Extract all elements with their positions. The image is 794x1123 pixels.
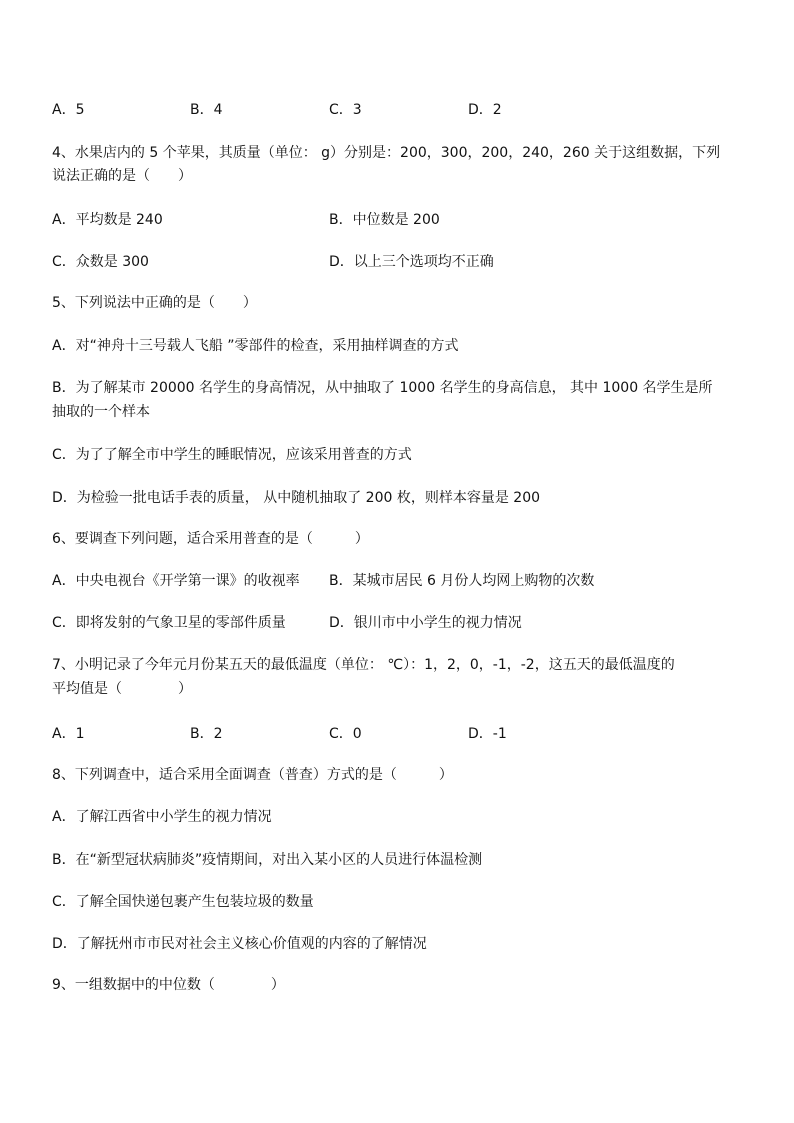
q5-option-b-line2[interactable]: 抽取的一个样本 (52, 404, 150, 420)
q7-option-b[interactable]: B．2 (190, 726, 223, 742)
q8-option-b[interactable]: B．在“新型冠状病肺炎”疫情期间，对出入某小区的人员进行体温检测 (52, 852, 483, 868)
q6-option-c[interactable]: C．即将发射的气象卫星的零部件质量 (52, 615, 286, 631)
q4-option-d[interactable]: D．以上三个选项均不正确 (329, 254, 494, 270)
q4-option-a[interactable]: A．平均数是 240 (52, 212, 163, 228)
q3-option-d[interactable]: D．2 (468, 102, 502, 118)
q4-stem-line1: 4、水果店内的 5 个苹果，其质量（单位： g）分别是：200，300，200，240，260 关于这组数据，下列 (52, 145, 721, 161)
q4-option-b[interactable]: B．中位数是 200 (329, 212, 440, 228)
q6-stem: 6、要调查下列问题，适合采用普查的是（ ） (52, 531, 369, 547)
q3-option-b[interactable]: B．4 (190, 102, 223, 118)
q8-option-d[interactable]: D．了解抚州市市民对社会主义核心价值观的内容的了解情况 (52, 936, 427, 952)
q7-stem-line2: 平均值是（ ） (52, 681, 192, 697)
q4-option-c[interactable]: C．众数是 300 (52, 254, 149, 270)
q7-option-a[interactable]: A．1 (52, 726, 85, 742)
q8-option-a[interactable]: A．了解江西省中小学生的视力情况 (52, 809, 272, 825)
q5-option-a[interactable]: A．对“神舟十三号载人飞船 ”零部件的检查，采用抽样调查的方式 (52, 338, 459, 354)
q6-option-b[interactable]: B．某城市居民 6 月份人均网上购物的次数 (329, 573, 595, 589)
q5-stem: 5、下列说法中正确的是（ ） (52, 295, 257, 311)
q3-option-a[interactable]: A．5 (52, 102, 85, 118)
q3-option-c[interactable]: C．3 (329, 102, 362, 118)
q6-option-d[interactable]: D．银川市中小学生的视力情况 (329, 615, 522, 631)
q7-option-d[interactable]: D．-1 (468, 726, 507, 742)
q7-option-c[interactable]: C．0 (329, 726, 362, 742)
q6-option-a[interactable]: A．中央电视台《开学第一课》的收视率 (52, 573, 300, 589)
q8-option-c[interactable]: C．了解全国快递包裹产生包装垃圾的数量 (52, 894, 314, 910)
q5-option-d[interactable]: D．为检验一批电话手表的质量， 从中随机抽取了 200 枚，则样本容量是 200 (52, 490, 541, 506)
q8-stem: 8、下列调查中，适合采用全面调查（普查）方式的是（ ） (52, 767, 453, 783)
q7-stem-line1: 7、小明记录了今年元月份某五天的最低温度（单位： ℃）：1，2，0，-1，-2，这五天的最低温度的 (52, 657, 675, 673)
q5-option-b-line1[interactable]: B．为了解某市 20000 名学生的身高情况，从中抽取了 1000 名学生的身高信息， 其中 1000 名学生是所 (52, 380, 713, 396)
q5-option-c[interactable]: C．为了了解全市中学生的睡眠情况，应该采用普查的方式 (52, 447, 412, 463)
q4-stem-line2: 说法正确的是（ ） (52, 168, 192, 184)
q9-stem: 9、一组数据中的中位数（ ） (52, 977, 285, 993)
